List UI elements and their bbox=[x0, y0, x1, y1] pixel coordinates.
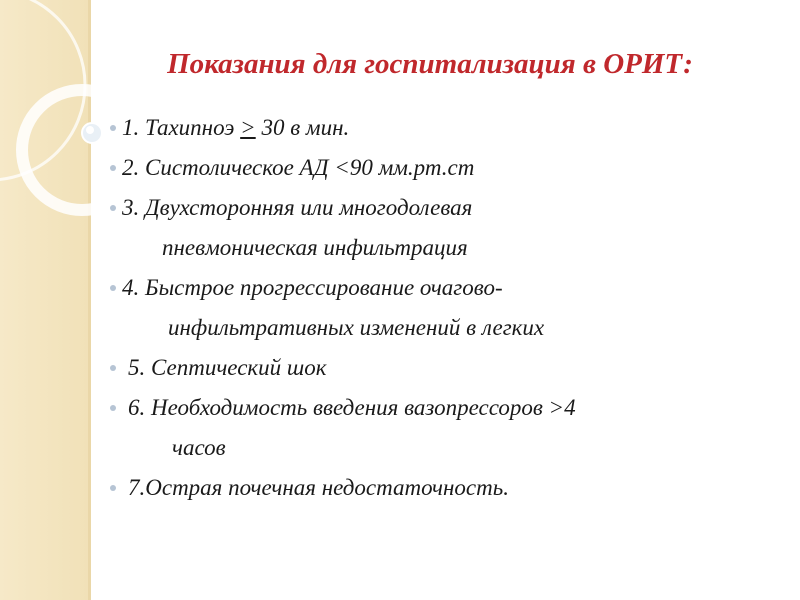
item-text: 4. Быстрое прогрессирование очагово- bbox=[122, 275, 503, 300]
list-item-continuation bbox=[110, 228, 770, 268]
list-item-continuation bbox=[110, 428, 770, 468]
slide-title: Показания для госпитализация в ОРИТ: bbox=[167, 48, 693, 80]
bullet-icon bbox=[110, 365, 116, 371]
item-text: часов bbox=[172, 435, 226, 460]
list-item bbox=[110, 148, 770, 188]
list-item-continuation bbox=[110, 308, 770, 348]
item-text: 7.Острая почечная недостаточность. bbox=[128, 475, 509, 500]
item-text: 3. Двухсторонняя или многодолевая bbox=[122, 195, 473, 220]
list-item bbox=[110, 108, 770, 148]
list-item bbox=[110, 348, 770, 388]
bullet-icon bbox=[110, 125, 116, 131]
bullet-icon bbox=[110, 405, 116, 411]
indications-list bbox=[110, 108, 770, 508]
item-text: 1. Тахипноэ bbox=[122, 115, 241, 140]
left-decorative-panel bbox=[0, 0, 88, 600]
item-text: 6. Необходимость введения вазопрессоров >4 bbox=[128, 395, 576, 420]
item-text: 30 в мин. bbox=[255, 115, 350, 140]
bullet-icon bbox=[110, 485, 116, 491]
list-item bbox=[110, 388, 770, 428]
list-item bbox=[110, 188, 770, 228]
bullet-icon bbox=[110, 285, 116, 291]
panel-edge-stripe bbox=[88, 0, 91, 600]
item-text: инфильтративных изменений в легких bbox=[168, 315, 545, 340]
item-text: 2. Систолическое АД <90 мм.рт.ст bbox=[122, 155, 475, 180]
item-text: 5. Септический шок bbox=[128, 355, 327, 380]
item-text: пневмоническая инфильтрация bbox=[162, 235, 468, 260]
list-item bbox=[110, 468, 770, 508]
list-item bbox=[110, 268, 770, 308]
item-mark: > bbox=[240, 115, 256, 140]
bullet-icon bbox=[110, 205, 116, 211]
bullet-icon bbox=[110, 165, 116, 171]
